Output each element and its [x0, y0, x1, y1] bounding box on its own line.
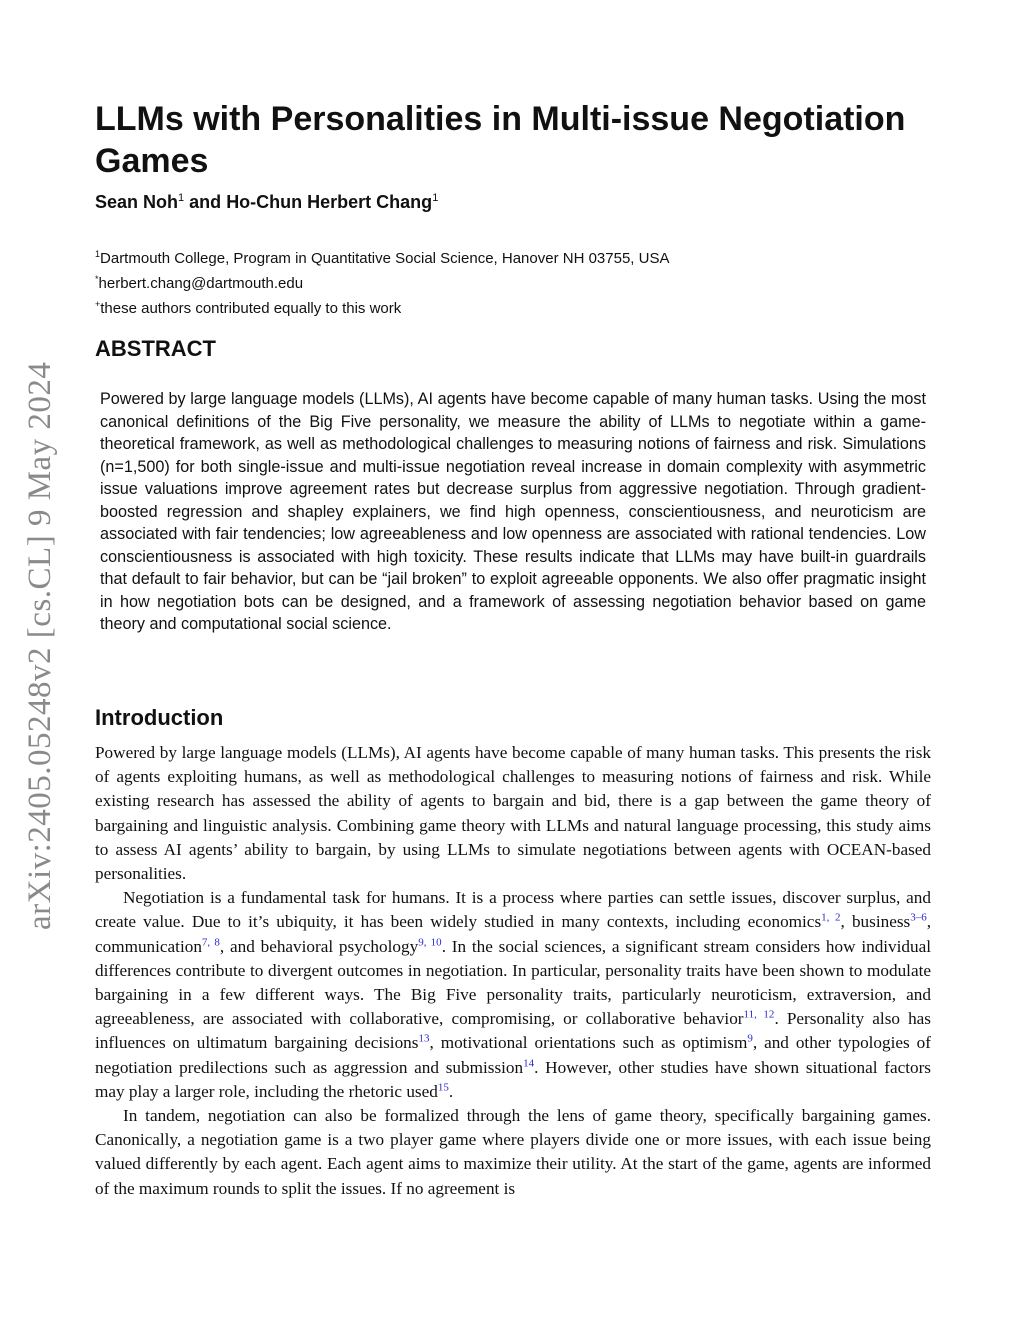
affiliation-marker: 1 — [432, 192, 439, 204]
text-run: Negotiation is a fundamental task for humans. It is a process where parties can settle issues, discover surplus, and create value. Due to it’s ubiquity, it has been widely studied in many contexts, including economics — [95, 888, 931, 932]
contribution-note — [95, 294, 669, 319]
citation-link[interactable]: 13 — [418, 1032, 430, 1045]
paper-title: LLMs with Personalities in Multi-issue Negotiation Games — [95, 100, 906, 180]
text-run: . In the social sciences, a significant stream considers how individual differences contribute to divergent outcomes in negotiation. In particular, personality traits have been shown to modulate bargaining in a few different ways. The Big Five personality traits, particularly neuroticism, extraversion, and agreeableness, are associated with collaborative, compromising, or collaborative behavior — [95, 936, 932, 1029]
citation-link[interactable]: 11, 12 — [743, 1008, 775, 1021]
contribution-text: these authors contributed equally to this work — [100, 300, 402, 317]
affiliations — [95, 244, 669, 319]
arxiv-sidebar-stamp: arXiv:2405.05248v2 [cs.CL] 9 May 2024 — [22, 361, 58, 930]
paragraph: In tandem, negotiation can also be formalized through the lens of game theory, specifically bargaining games. Canonically, a negotiation game is a two player game where players divide one or more issues, with each issue being valued differently by each agent. Each agent aims to maximize their utility. At the start of the game, agents are informed of the maximum rounds to split the issues. If no agreement is — [95, 1106, 931, 1198]
affiliation-marker: 1 — [178, 192, 185, 204]
email-line — [95, 269, 669, 294]
citation-link[interactable]: 14 — [523, 1056, 535, 1069]
text-run: . — [448, 1081, 454, 1101]
citation-link[interactable]: 9 — [747, 1032, 753, 1045]
abstract-body: Powered by large language models (LLMs), AI agents have become capable of many human tasks. Using the most canonical definitions of the Big Five personality, we measure the ability of LLMs to negotiate within a game-theoretical framework, as well as methodological challenges to measuring notions of fairness and risk. Simulations (n=1,500) for both single-issue and multi-issue negotiation reveal increase in domain complexity with asymmetric issue valuations improve agreement rates but decrease surplus from aggressive negotiation. Through gradient-boosted regression and shapley explainers, we find high openness, conscientiousness, and neuroticism are associated with fair tendencies; low agreeableness and low openness are associated with rational tendencies. Low conscientiousness is associated with high toxicity. These results indicate that LLMs may have built-in guardrails that default to fair behavior, but can be “jail broken” to exploit agreeable opponents. We also offer pragmatic insight in how negotiation bots can be designed, and a framework of assessing negotiation behavior based on game theory and computational social science. — [100, 390, 926, 633]
affiliation-marker: 1 — [95, 249, 101, 259]
introduction-heading: Introduction — [95, 705, 224, 730]
text-run: , motivational orientations such as optimism — [429, 1033, 748, 1053]
citation-link[interactable]: 7, 8 — [201, 935, 220, 948]
introduction-body — [95, 741, 931, 1201]
author-conjunction: and — [189, 192, 222, 212]
text-run: , and behavioral psychology — [219, 936, 419, 956]
author-name: Sean Noh — [95, 192, 179, 212]
text-run: , and other typologies of negotiation predilections such as aggression and submission — [95, 1033, 931, 1077]
paragraph: Powered by large language models (LLMs), AI agents have become capable of many human tasks. This presents the risk of agents exploiting humans, as well as methodological challenges to measuring notions of fairness and risk. While existing research has assessed the ability of agents to bargain and bid, there is a gap between the game theory of bargaining and linguistic analysis. Combining game theory with LLMs and natural language processing, this study aims to assess AI agents’ ability to bargain, by using LLMs to simulate negotiations between agents with OCEAN-based personalities. — [95, 743, 931, 884]
citation-link[interactable]: 15 — [437, 1081, 449, 1094]
citation-link[interactable]: 9, 10 — [418, 935, 442, 948]
text-run: . Personality also has influences on ultimatum bargaining decisions — [95, 1009, 931, 1053]
citation-link[interactable]: 3–6 — [910, 911, 927, 924]
affiliation-text: Dartmouth College, Program in Quantitative Social Science, Hanover NH 03755, USA — [100, 250, 670, 267]
text-run: . However, other studies have shown situational factors may play a larger role, including the rhetoric used — [95, 1057, 932, 1101]
paragraph — [95, 886, 931, 1104]
email-text: herbert.chang@dartmouth.edu — [98, 275, 304, 292]
text-run: , business — [840, 912, 911, 932]
author-name: Ho-Chun Herbert Chang — [226, 192, 433, 212]
abstract-heading: ABSTRACT — [95, 336, 216, 361]
author-line — [95, 192, 438, 213]
citation-link[interactable]: 1, 2 — [821, 911, 841, 924]
affiliation-line — [95, 244, 669, 269]
text-run: , communication — [95, 912, 931, 956]
affiliation-marker: * — [95, 274, 99, 284]
affiliation-marker: + — [95, 299, 101, 309]
